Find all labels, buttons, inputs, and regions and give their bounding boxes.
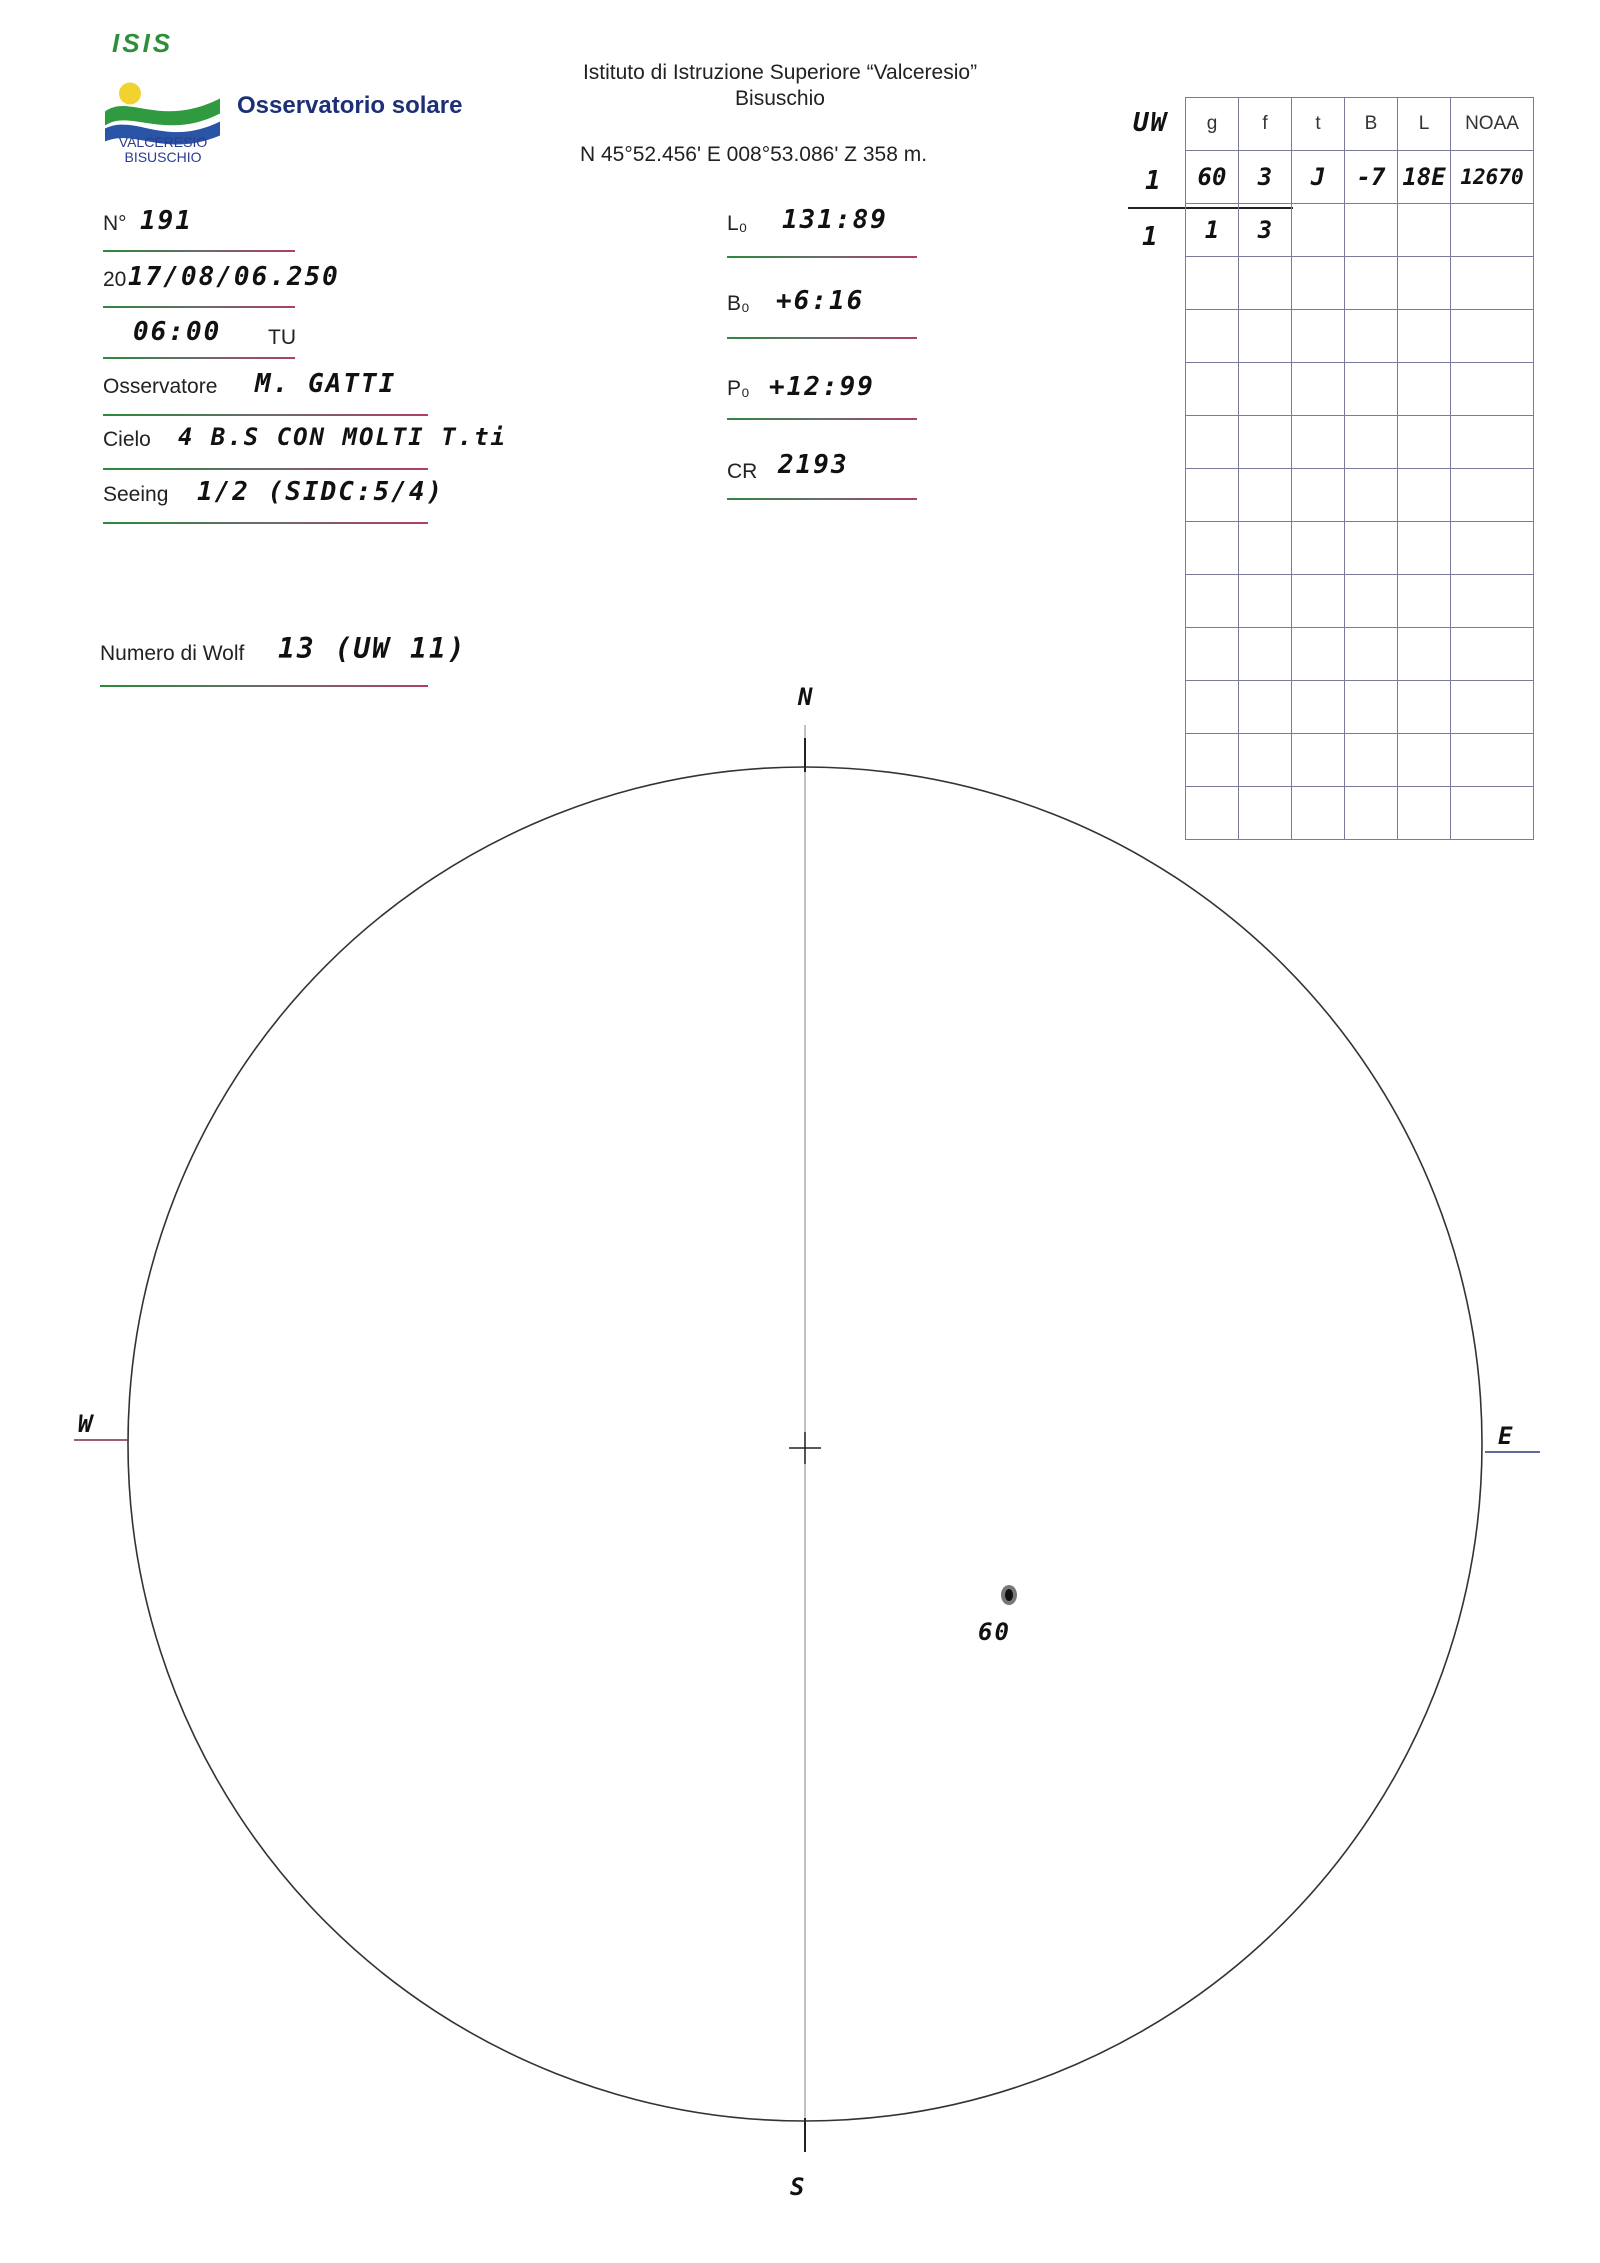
east-label: E xyxy=(1498,1422,1515,1450)
table-cell: 1 xyxy=(1186,204,1239,257)
table-cell: 3 xyxy=(1239,151,1292,204)
p0-label: P₀ xyxy=(727,377,750,400)
table-header-cell: B xyxy=(1345,98,1398,151)
cr-label: CR xyxy=(727,460,758,483)
number-label: N° xyxy=(103,212,127,235)
observer-value: M. GATTI xyxy=(255,369,397,399)
b0-label: B₀ xyxy=(727,292,750,315)
table-header-cell: t xyxy=(1292,98,1345,151)
p0-value: +12:99 xyxy=(769,372,875,402)
table-header-cell: NOAA xyxy=(1451,98,1534,151)
seeing-value: 1/2 (SIDC:5/4) xyxy=(197,477,445,507)
table-cell: 12670 xyxy=(1451,151,1534,204)
logo-sub-line1: VALCERESIO xyxy=(118,134,208,150)
table-row2-uw: 1 xyxy=(1142,222,1160,252)
l0-value: 131:89 xyxy=(782,205,888,235)
table-cell: 60 xyxy=(1186,151,1239,204)
sky-label: Cielo xyxy=(103,428,151,451)
number-value: 191 xyxy=(140,206,193,236)
page-title: Osservatorio solare xyxy=(237,92,463,119)
institute-line2: Bisuschio xyxy=(735,87,825,110)
table-cell: -7 xyxy=(1345,151,1398,204)
seeing-label: Seeing xyxy=(103,483,169,506)
table-cell: J xyxy=(1292,151,1345,204)
table-cell: 18E xyxy=(1398,151,1451,204)
site-coordinates: N 45°52.456' E 008°53.086' Z 358 m. xyxy=(580,143,928,166)
table-header-cell: L xyxy=(1398,98,1451,151)
wolf-label: Numero di Wolf xyxy=(100,642,245,665)
cr-value: 2193 xyxy=(778,450,849,480)
observer-label: Osservatore xyxy=(103,375,218,398)
west-label: W xyxy=(78,1410,95,1438)
date-value: 17/08/06.250 xyxy=(128,262,340,292)
sunspot-label: 60 xyxy=(978,1618,1011,1646)
wolf-value: 13 (UW 11) xyxy=(278,632,467,665)
table-uw-header: UW xyxy=(1133,108,1169,138)
sunspot-umbra xyxy=(1005,1589,1013,1601)
table-header-cell: f xyxy=(1239,98,1292,151)
table-row1-uw: 1 xyxy=(1145,166,1163,196)
sky-value: 4 B.S CON MOLTI T.ti xyxy=(178,423,507,451)
b0-value: +6:16 xyxy=(776,286,865,316)
time-value: 06:00 xyxy=(133,317,222,347)
logo-wordmark: ISIS xyxy=(112,28,174,58)
table-cell: 3 xyxy=(1239,204,1292,257)
l0-label: L₀ xyxy=(727,212,748,235)
date-prefix: 20 xyxy=(103,268,127,291)
logo-sub-line2: BISUSCHIO xyxy=(124,149,202,165)
north-label: N xyxy=(798,683,815,711)
table-header-cell: g xyxy=(1186,98,1239,151)
institute-line1: Istituto di Istruzione Superiore “Valceresio” xyxy=(582,61,978,84)
time-unit: TU xyxy=(268,326,296,349)
south-label: S xyxy=(790,2173,807,2201)
